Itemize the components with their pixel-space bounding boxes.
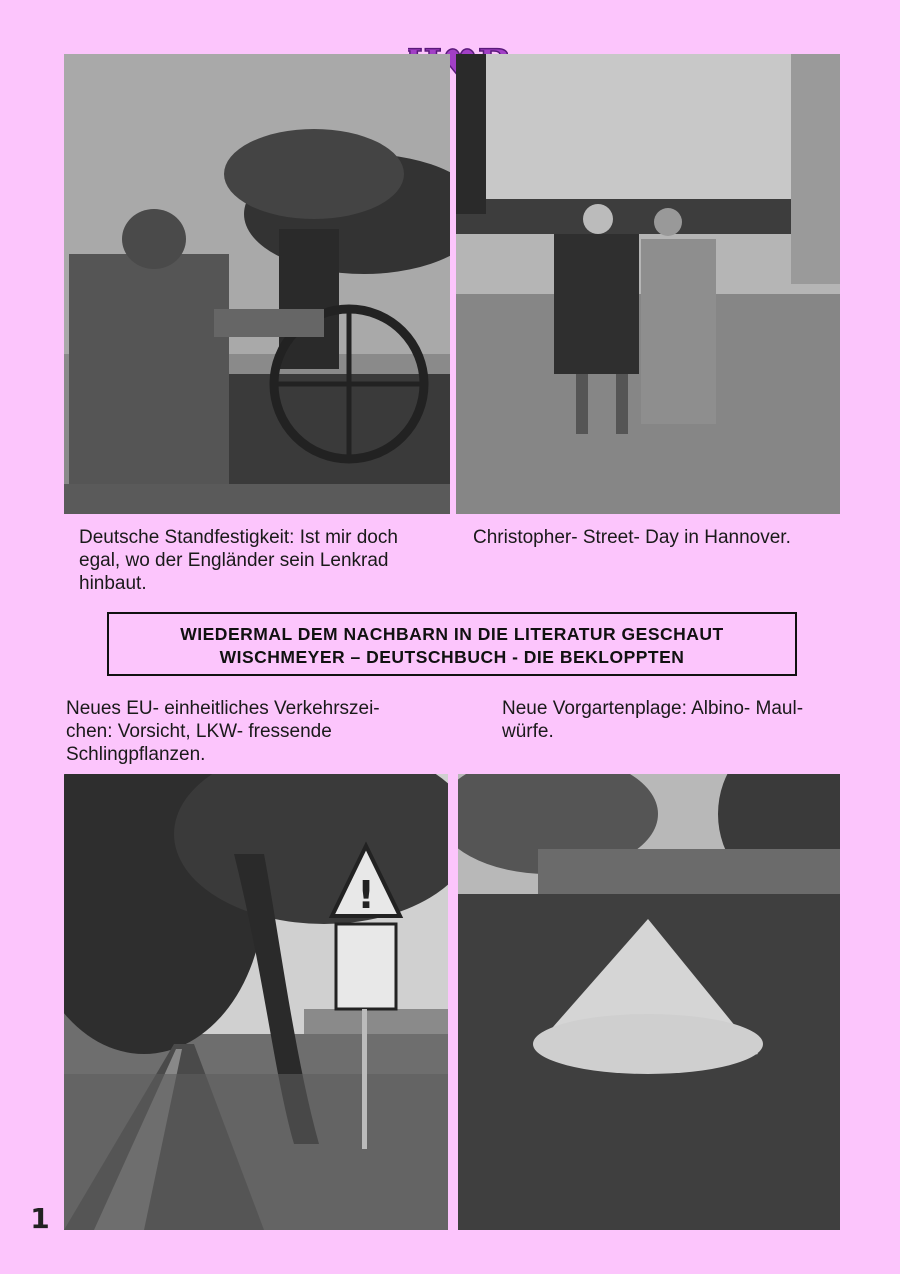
headline-line-1: WIEDERMAL DEM NACHBARN IN DIE LITERATUR GESCHAUT <box>180 624 724 644</box>
headline-line-2: WISCHMEYER – DEUTSCHBUCH - DIE BEKLOPPTEN <box>219 647 685 667</box>
svg-text:1: 1 <box>30 1203 50 1233</box>
photo-road-sign <box>64 774 448 1230</box>
caption-street-day: Christopher- Street- Day in Hannover. <box>473 527 791 548</box>
caption-steam-engine: Deutsche Standfestigkeit: Ist mir doch egal, wo der Engländer sein Lenkrad hinbaut. <box>79 527 398 594</box>
svg-text:!: ! <box>357 873 375 917</box>
photo-steam-engine <box>64 54 450 514</box>
headline-box <box>107 612 797 676</box>
photo-street-day <box>456 54 840 514</box>
caption-molehill: Neue Vorgartenplage: Albino- Maul- würfe. <box>502 698 804 742</box>
caption-road-sign: Neues EU- einheitliches Verkehrszei- chen: Vorsicht, LKW- fressende Schlingpflanzen. <box>66 698 380 765</box>
page-number <box>28 1203 52 1233</box>
photo-molehill <box>458 774 840 1230</box>
